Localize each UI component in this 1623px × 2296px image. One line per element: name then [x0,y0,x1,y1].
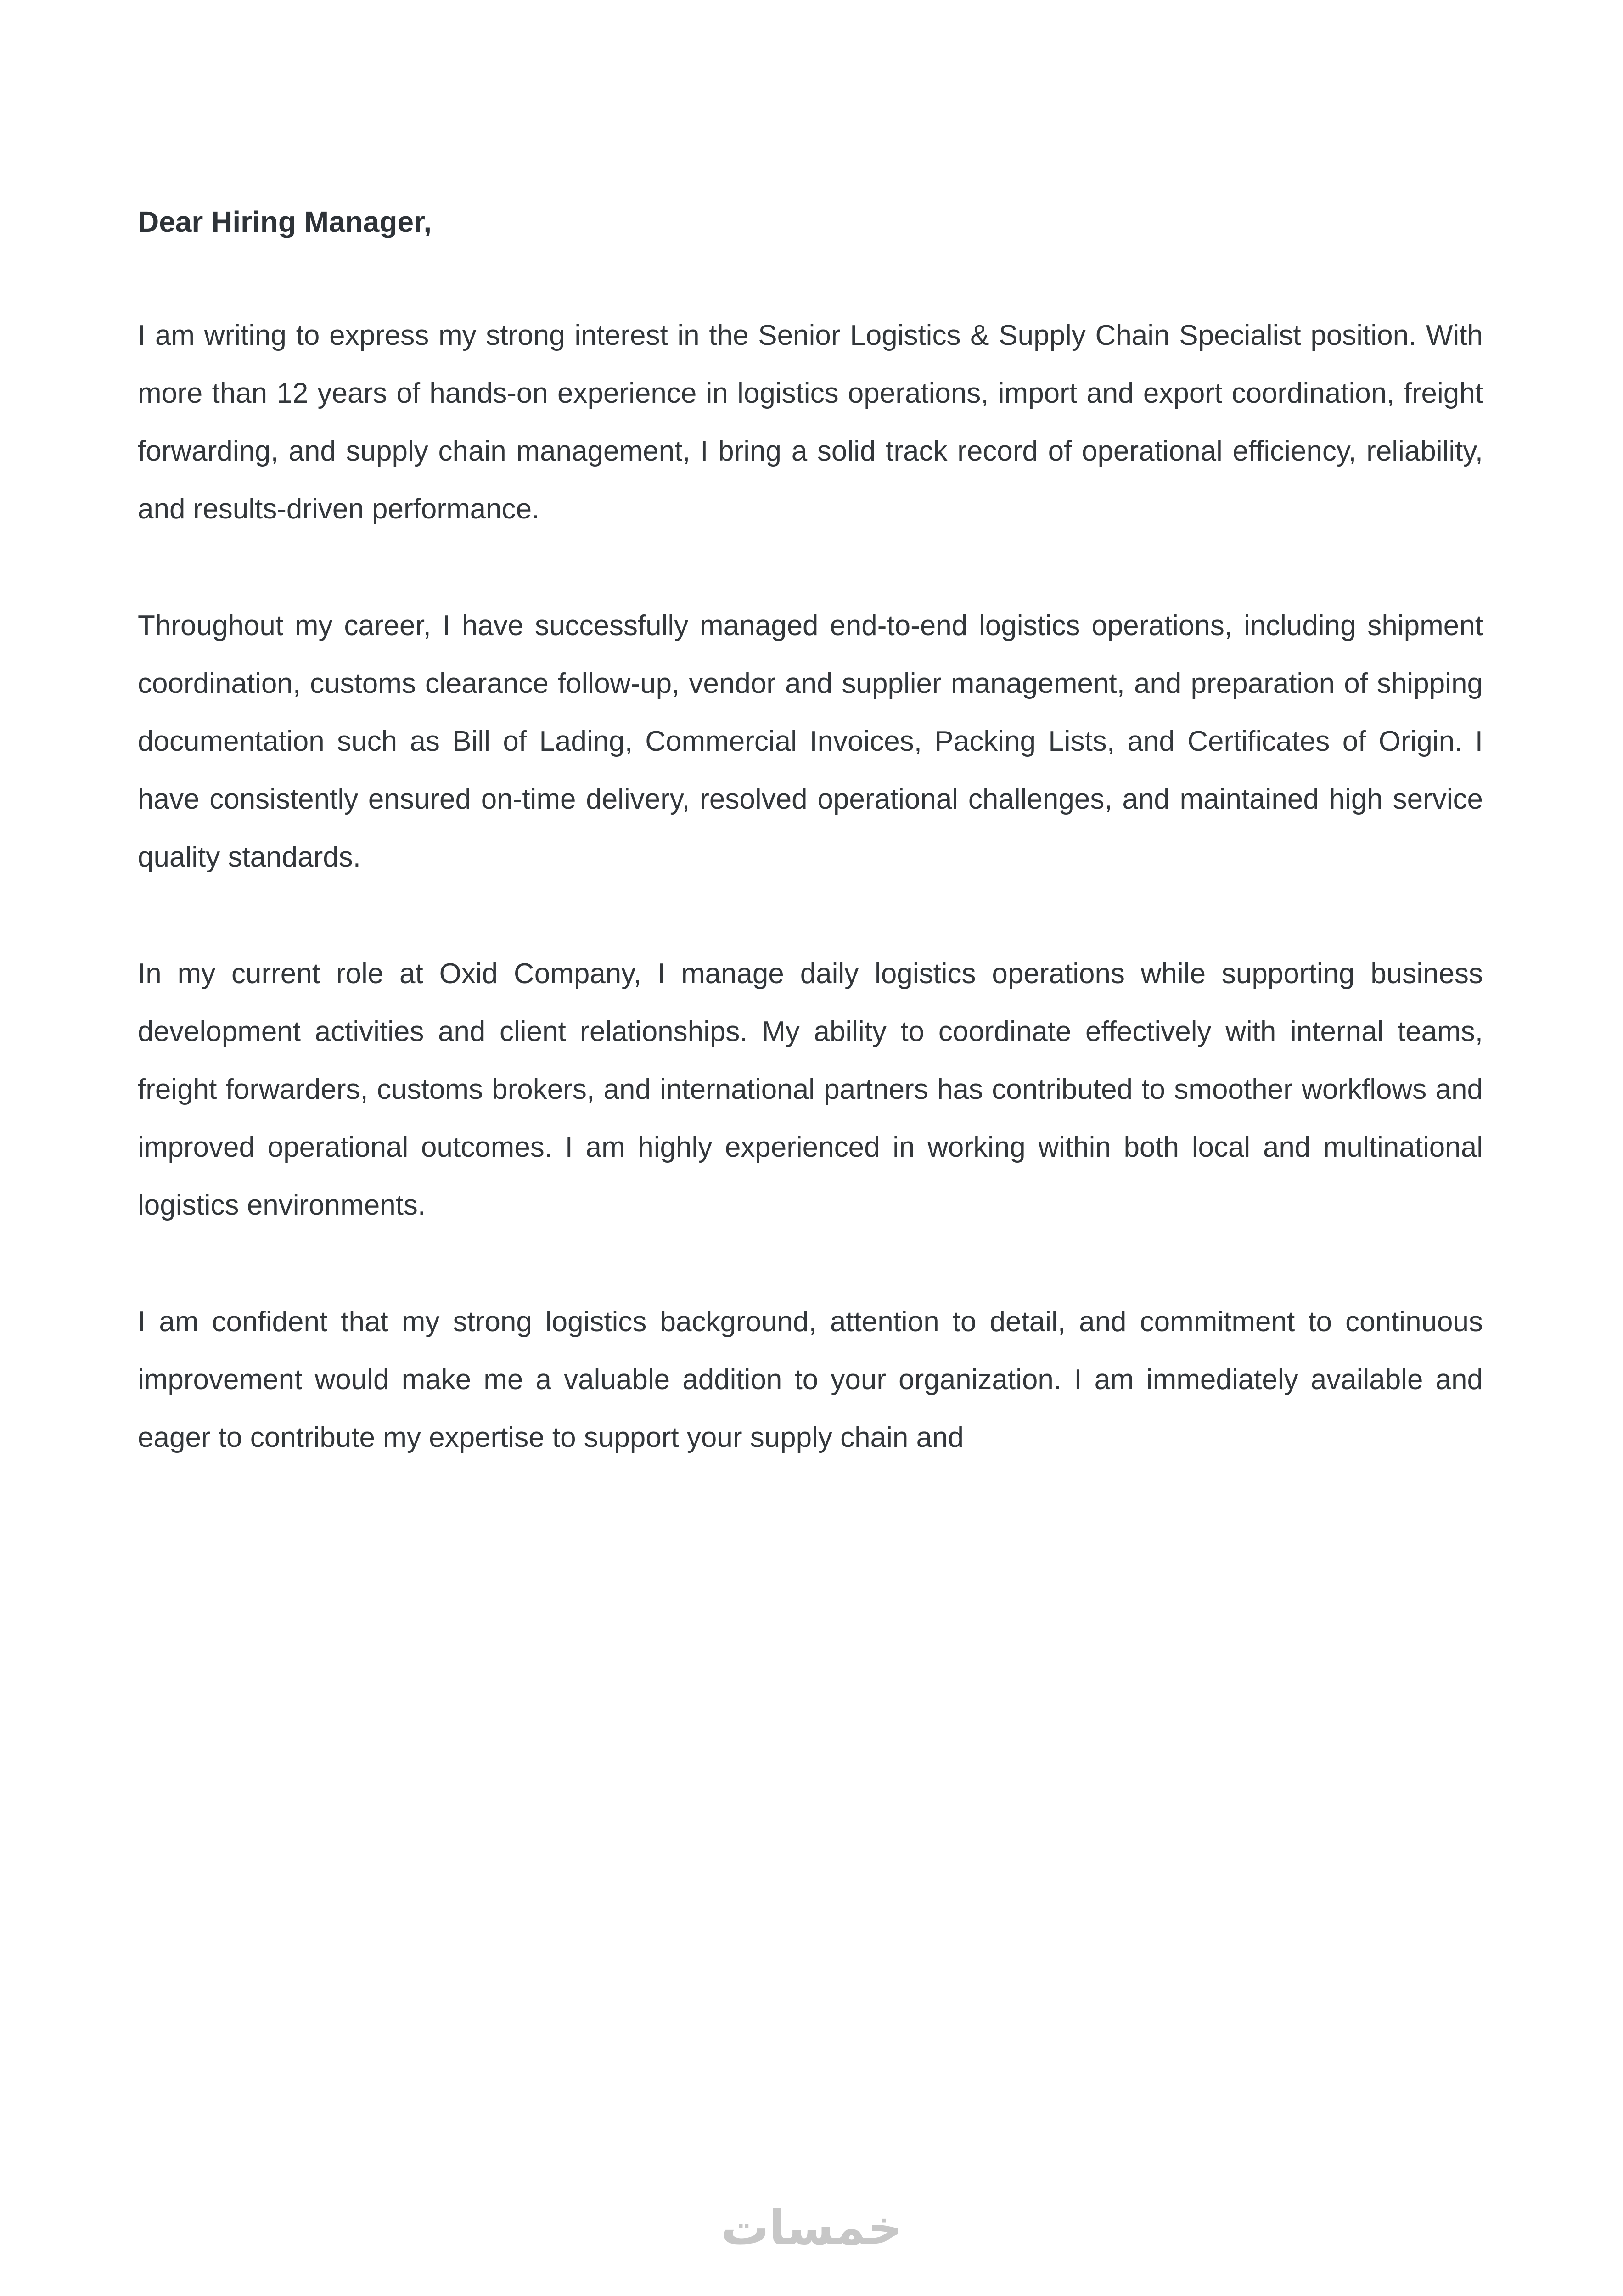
paragraph-closing: I am confident that my strong logistics background, attention to detail, and commitment to continuous improvement would make me a valuable addition to your organization. I am immediately available and eager to contribute my expertise to support your supply chain and [138,1306,1483,1453]
cover-letter-body [138,193,1483,1467]
khamsat-watermark: خمسات [721,2201,902,2255]
paragraph-intro: I am writing to express my strong interest in the Senior Logistics & Supply Chain Specialist position. With more than 12 years of hands-on experience in logistics operations, import and export coordination, freight forwarding, and supply chain management, I bring a solid track record of operational efficiency, reliability, and results-driven performance. [138,320,1483,525]
paragraph-current-role: In my current role at Oxid Company, I manage daily logistics operations while supporting business development activities and client relationships. My ability to coordinate effectively with internal teams, freight forwarders, customs brokers, and international partners has contributed to smoother workflows and improved operational outcomes. I am highly experienced in working within both local and multinational logistics environments. [138,958,1483,1221]
salutation: Dear Hiring Manager, [138,205,432,238]
paragraph-career: Throughout my career, I have successfully managed end-to-end logistics operations, including shipment coordination, customs clearance follow-up, vendor and supplier management, and preparation of shipping documentation such as Bill of Lading, Commercial Invoices, Packing Lists, and Certificates of Origin. I have consistently ensured on-time delivery, resolved operational challenges, and maintained high service quality standards. [138,610,1483,873]
